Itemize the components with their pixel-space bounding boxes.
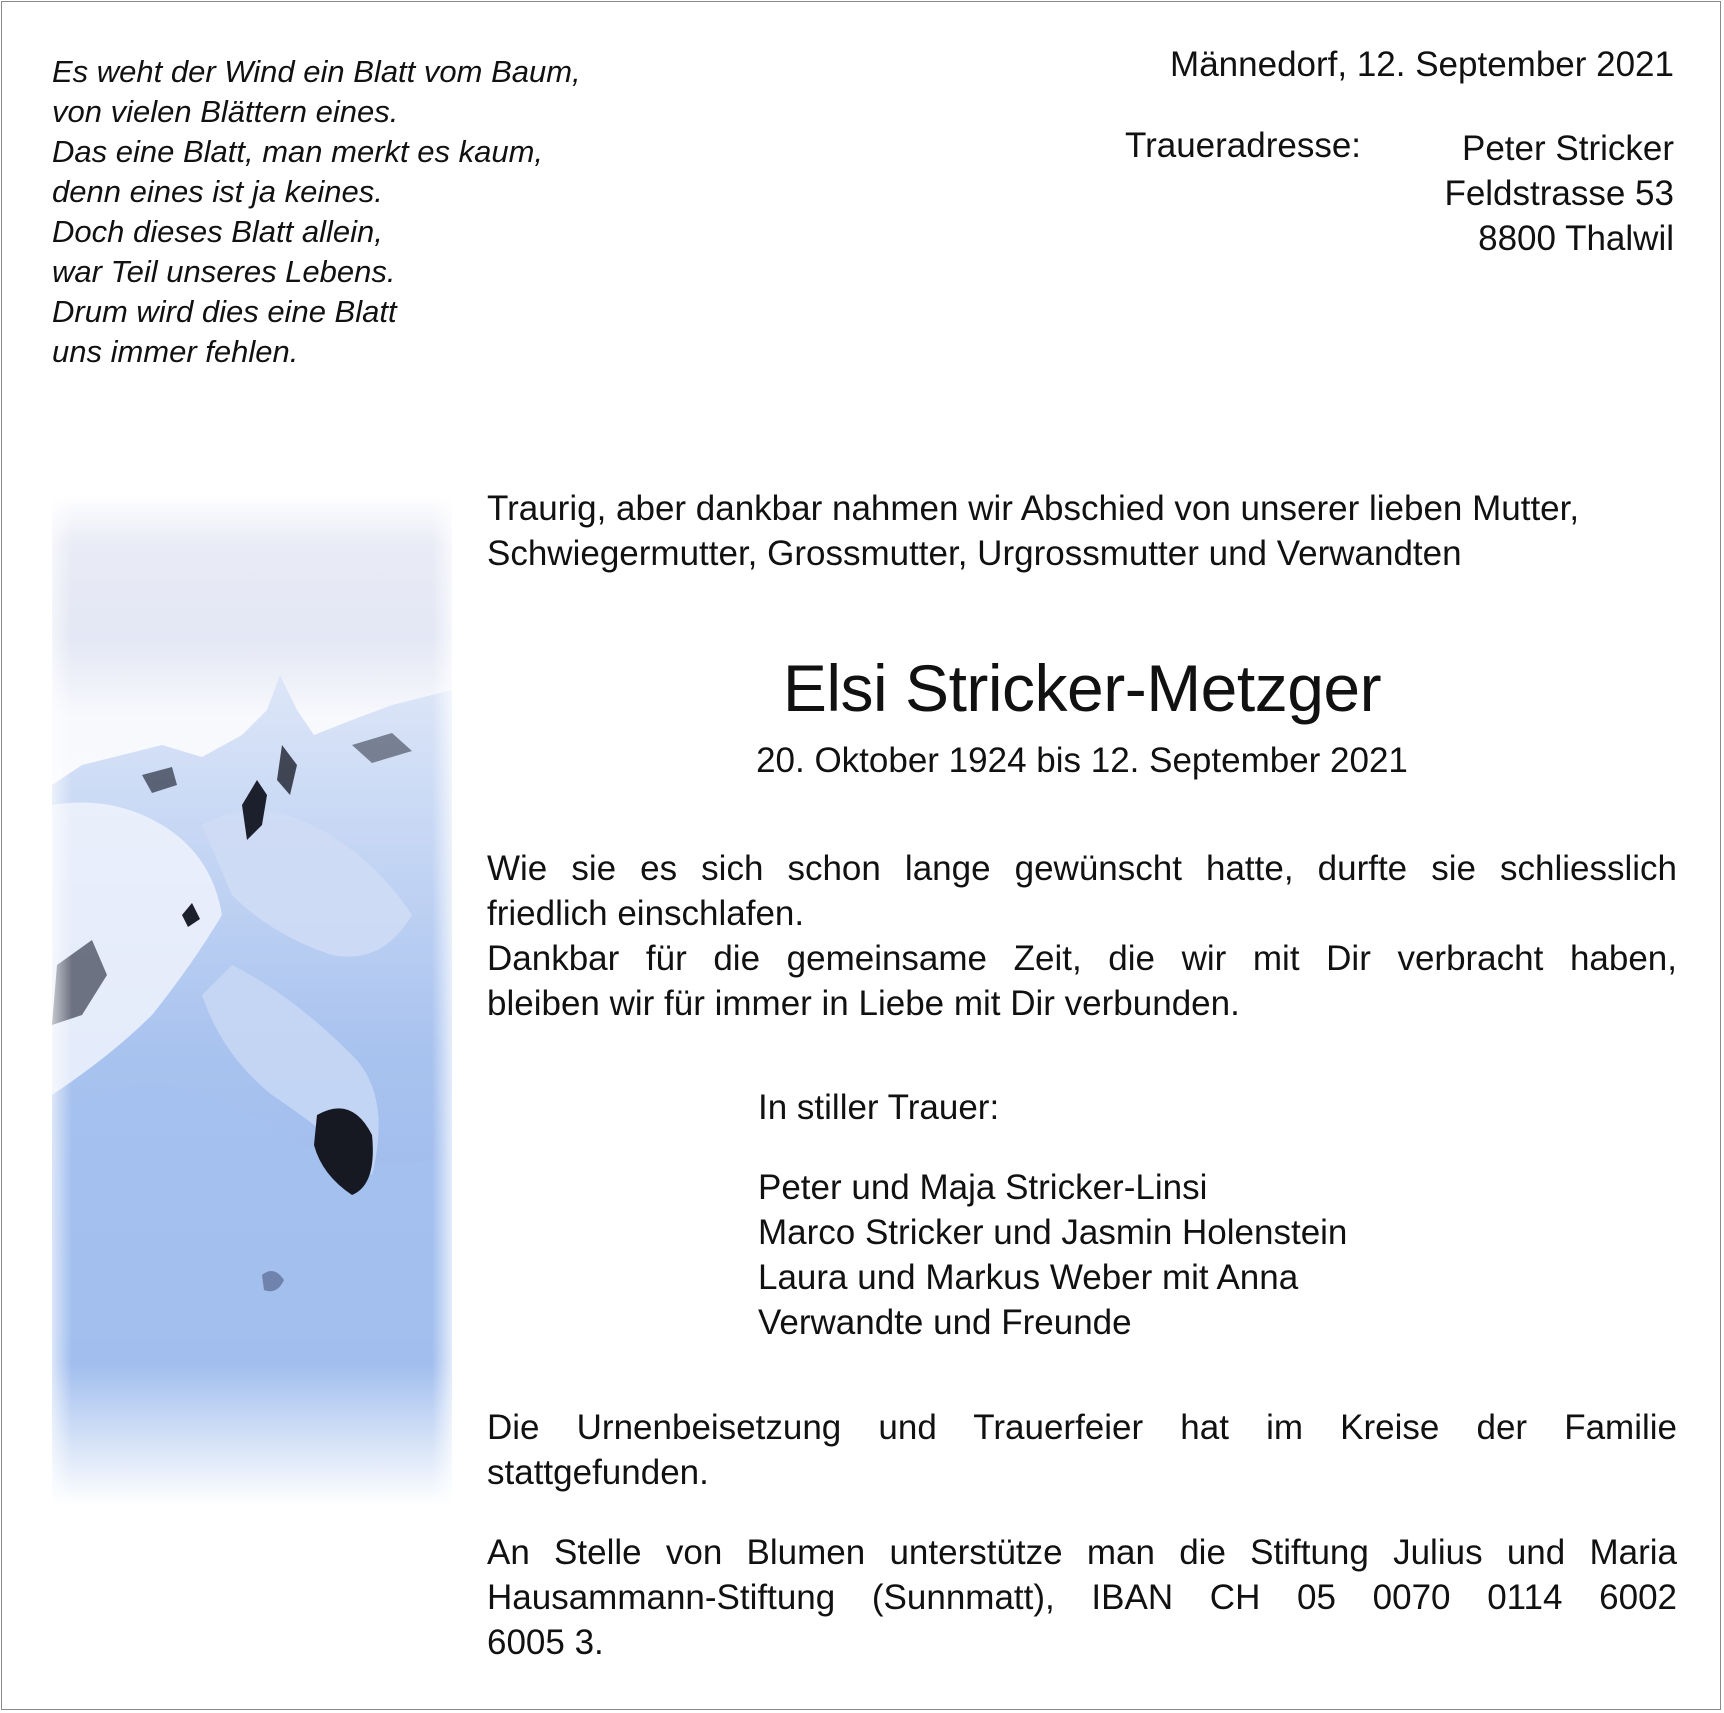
donation-paragraph [487, 1530, 1677, 1665]
paragraph-line: friedlich einschlafen. [487, 894, 805, 933]
paragraph-line: An Stelle von Blumen unterstütze man die Stiftung Julius und Maria [487, 1533, 1677, 1572]
paragraph-line: Die Urnenbeisetzung und Trauerfeier hat im Kreise der Familie [487, 1408, 1677, 1447]
address-line: Peter Stricker [1462, 129, 1674, 168]
life-dates: 20. Oktober 1924 bis 12. September 2021 [756, 741, 1408, 780]
mourner-name: Marco Stricker und Jasmin Holenstein [758, 1213, 1348, 1252]
paragraph-line: Wie sie es sich schon lange gewünscht hatte, durfte sie schliesslich [487, 849, 1677, 888]
poem-line: uns immer fehlen. [52, 334, 299, 369]
mourning-address [1444, 126, 1674, 261]
poem-line: Doch dieses Blatt allein, [52, 214, 383, 249]
paragraph-line: stattgefunden. [487, 1453, 709, 1492]
intro-line: Traurig, aber dankbar nahmen wir Abschied von unserer lieben Mutter, [487, 489, 1580, 528]
ceremony-paragraph [487, 1405, 1677, 1495]
gratitude-paragraph [487, 936, 1677, 1026]
intro-text [487, 486, 1677, 576]
poem-line: war Teil unseres Lebens. [52, 254, 396, 289]
poem-line: von vielen Blättern eines. [52, 94, 399, 129]
mourner-name: Peter und Maja Stricker-Linsi [758, 1168, 1208, 1207]
intro-line: Schwiegermutter, Grossmutter, Urgrossmutter und Verwandten [487, 534, 1462, 573]
poem-line: Das eine Blatt, man merkt es kaum, [52, 134, 544, 169]
mourner-name: Verwandte und Freunde [758, 1303, 1132, 1342]
farewell-paragraph [487, 846, 1677, 936]
glacier-picture [52, 495, 452, 1505]
mourning-title: In stiller Trauer: [758, 1088, 1000, 1127]
address-line: Feldstrasse 53 [1444, 174, 1674, 213]
poem-line: Es weht der Wind ein Blatt vom Baum, [52, 54, 581, 89]
poem-line: Drum wird dies eine Blatt [52, 294, 397, 329]
paragraph-line: bleiben wir für immer in Liebe mit Dir verbunden. [487, 984, 1240, 1023]
paragraph-line: Dankbar für die gemeinsame Zeit, die wir mit Dir verbracht haben, [487, 939, 1677, 978]
paragraph-line: 6005 3. [487, 1623, 604, 1662]
dateline: Männedorf, 12. September 2021 [1170, 45, 1674, 84]
poem-line: denn eines ist ja keines. [52, 174, 383, 209]
address-line: 8800 Thalwil [1478, 219, 1674, 258]
paragraph-line: Hausammann-Stiftung (Sunnmatt), IBAN CH 05 0070 0114 6002 [487, 1578, 1677, 1617]
address-label: Traueradresse: [1125, 126, 1362, 165]
mourners-list [758, 1165, 1347, 1345]
poem [52, 52, 672, 372]
deceased-name: Elsi Stricker-Metzger [782, 651, 1382, 725]
mourner-name: Laura und Markus Weber mit Anna [758, 1258, 1299, 1297]
